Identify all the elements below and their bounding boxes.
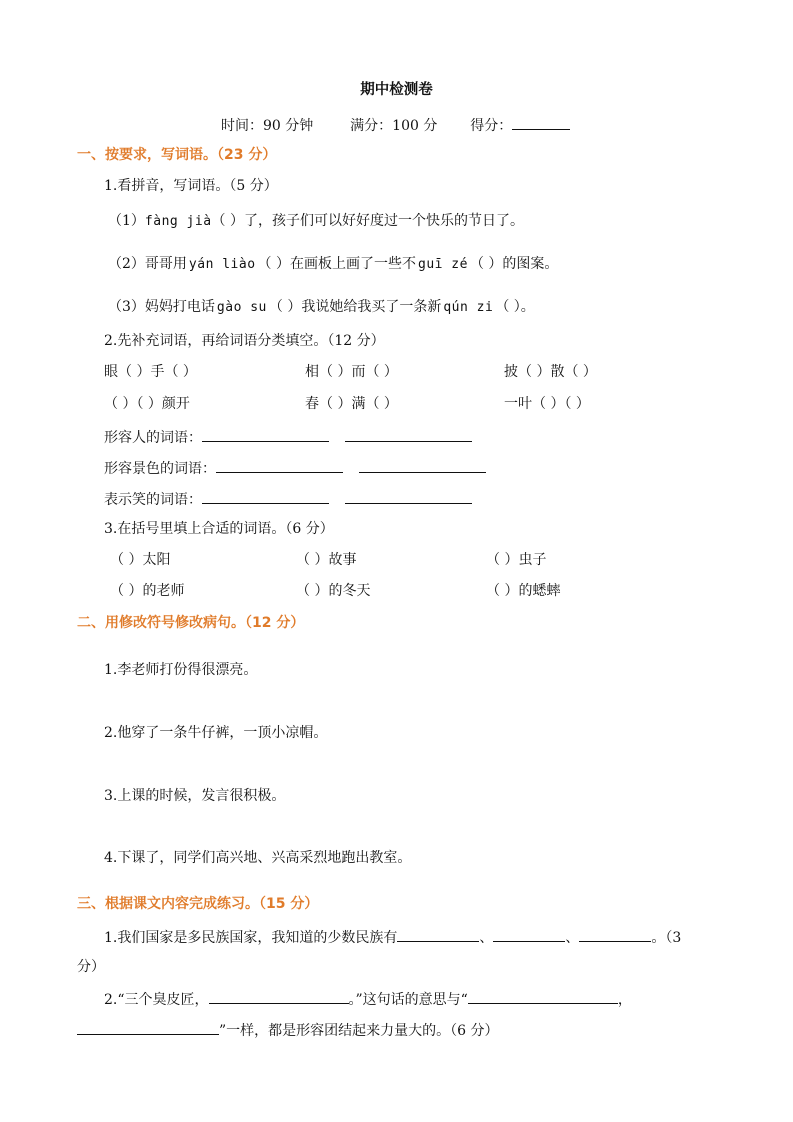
pinyin: guī zé — [418, 257, 468, 272]
s3-question-1: 1.我们国家是多民族国家，我知道的少数民族有 、 、 。（3 — [104, 926, 681, 948]
q2-heading: 2.先补充词语，再给词语分类填空。（12 分） — [104, 333, 385, 349]
q3-phrase[interactable]: （ ）的老师 — [110, 583, 185, 599]
score-blank[interactable] — [512, 114, 570, 130]
q2-idiom[interactable]: 一叶（ ）（ ） — [504, 396, 590, 412]
answer-blank[interactable] — [202, 488, 329, 504]
answer-blank[interactable] — [579, 926, 651, 942]
time-label: 时间：90 分钟 — [221, 118, 314, 134]
section-1-heading: 一、按要求，写词语。（23 分） — [77, 147, 277, 163]
answer-blank[interactable] — [77, 1019, 219, 1035]
q2-category-people: 形容人的词语： — [104, 426, 472, 448]
q2-category-scenery: 形容景色的词语： — [104, 457, 486, 479]
q3-phrase[interactable]: （ ）故事 — [296, 552, 357, 568]
q2-idiom[interactable]: 披（ ）散（ ） — [504, 364, 597, 380]
answer-blank[interactable] — [359, 457, 486, 473]
q2-idiom[interactable]: （ ）（ ）颜开 — [104, 396, 190, 412]
s3-question-2-wrap: ”一样，都是形容团结起来力量大的。（6 分） — [77, 1019, 499, 1041]
sentence-item: 4.下课了，同学们高兴地、兴高采烈地跑出教室。 — [104, 850, 412, 866]
q3-phrase[interactable]: （ ）虫子 — [486, 552, 547, 568]
pinyin: fàng jià — [144, 214, 212, 229]
q3-heading: 3.在括号里填上合适的词语。（6 分） — [104, 521, 334, 537]
q1-line-2: （2）哥哥用 yán liào （ ）在画板上画了一些不 guī zé （ ）的图案。 — [108, 256, 559, 272]
answer-blank[interactable] — [216, 457, 343, 473]
q2-idiom[interactable]: 眼（ ）手（ ） — [104, 364, 197, 380]
q1-line-1: （1）fàng jià（ ）了，孩子们可以好好度过一个快乐的节日了。 — [108, 213, 524, 229]
q1-line-3: （3）妈妈打电话 gào su （ ）我说她给我买了一条新 qún zi （ ）。 — [108, 299, 535, 315]
sentence-item: 2.他穿了一条牛仔裤，一顶小凉帽。 — [104, 725, 328, 741]
section-3-heading: 三、根据课文内容完成练习。（15 分） — [77, 896, 319, 912]
answer-blank[interactable] — [209, 988, 349, 1004]
exam-info — [221, 114, 570, 136]
pinyin: gào su — [216, 300, 267, 315]
page-title: 期中检测卷 — [360, 81, 433, 98]
q3-phrase[interactable]: （ ）的蟋蟀 — [486, 583, 561, 599]
score-label: 得分： — [470, 118, 513, 134]
answer-blank[interactable] — [345, 488, 472, 504]
q3-phrase[interactable]: （ ）的冬天 — [296, 583, 371, 599]
pinyin: yán liào — [188, 257, 256, 272]
q2-category-smile: 表示笑的词语： — [104, 488, 472, 510]
q2-idiom[interactable]: 相（ ）而（ ） — [305, 364, 398, 380]
answer-blank[interactable] — [397, 926, 479, 942]
s3-question-1-wrap: 分） — [77, 959, 105, 975]
pinyin: qún zi — [443, 300, 494, 315]
sentence-item: 1.李老师打份得很漂亮。 — [104, 662, 258, 678]
q2-idiom[interactable]: 春（ ）满（ ） — [305, 396, 398, 412]
q1-heading: 1.看拼音，写词语。（5 分） — [104, 178, 278, 194]
section-2-heading: 二、用修改符号修改病句。（12 分） — [77, 615, 305, 631]
answer-blank[interactable] — [468, 988, 618, 1004]
answer-blank[interactable] — [202, 426, 329, 442]
sentence-item: 3.上课的时候，发言很积极。 — [104, 788, 286, 804]
full-score-label: 满分：100 分 — [350, 118, 438, 134]
answer-blank[interactable] — [493, 926, 565, 942]
s3-question-2: 2.“三个臭皮匠， 。”这句话的意思与“ ， — [104, 988, 632, 1010]
answer-blank[interactable] — [345, 426, 472, 442]
q3-phrase[interactable]: （ ）太阳 — [110, 552, 171, 568]
